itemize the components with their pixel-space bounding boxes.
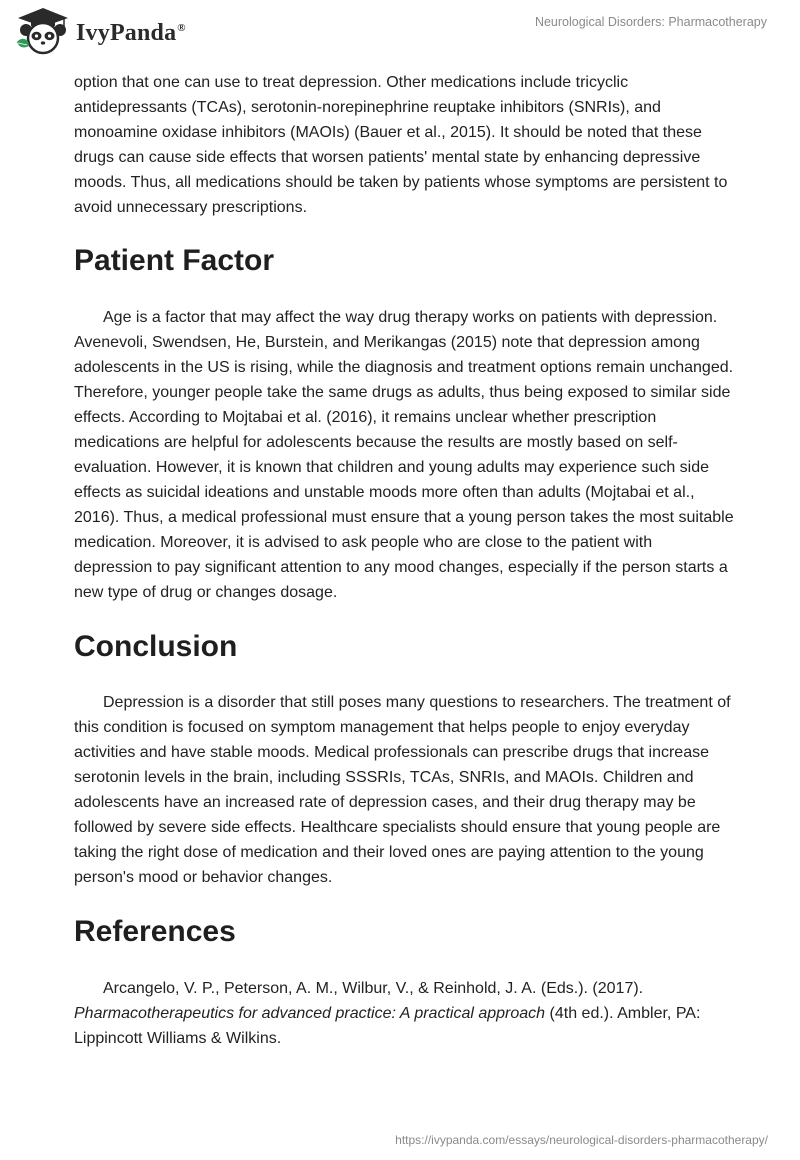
section-heading-conclusion: Conclusion: [74, 630, 238, 663]
footer-source-url: https://ivypanda.com/essays/neurological-disorders-pharmacotherapy/: [395, 1133, 768, 1147]
section-heading-references: References: [74, 915, 236, 948]
essay-content: [74, 70, 734, 1051]
page-header: [0, 0, 800, 70]
intro-paragraph: option that one can use to treat depression. Other medications include tricyclic antidepressants (TCAs), serotonin-norepinephrine reuptake inhibitors (SNRIs), and monoamine oxidase inhibitors (MAOIs) (Bauer et al., 2015). It should be noted that these drugs can cause side effects that worsen patients' mental state by enhancing depressive moods. Thus, all medications should be taken by patients whose symptoms are persistent to avoid unnecessary prescriptions.: [74, 74, 728, 216]
section-heading-patient-factor: Patient Factor: [74, 244, 275, 277]
reference-title: Pharmacotherapeutics for advanced practice: A practical approach: [74, 1005, 546, 1022]
running-title: Neurological Disorders: Pharmacotherapy: [534, 15, 767, 29]
conclusion-paragraph: Depression is a disorder that still poses many questions to researchers. The treatment of this condition is focused on symptom management that helps people to enjoy everyday activities and have stable moods. Medical professionals can prescribe drugs that increase serotonin levels in the brain, including SSSRIs, TCAs, SNRIs, and MAOIs. Children and adolescents have an increased rate of depression cases, and their drug therapy may be followed by severe side effects. Healthcare specialists should ensure that young people are taking the right dose of medication and their loved ones are paying attention to the young person's mood or behavior changes.: [74, 694, 731, 886]
patient-factor-paragraph: Age is a factor that may affect the way drug therapy works on patients with depression. Avenevoli, Swendsen, He, Burstein, and Merikangas (2015) note that depression among adolescents in the US is rising, while the diagnosis and treatment options remain unchanged. Therefore, younger people take the same drugs as adults, thus being exposed to similar side effects. According to Mojtabai et al. (2016), it remains unclear whether prescription medications are helpful for adolescents because the results are mostly based on self-evaluation. However, it is known that children and young adults may experience such side effects as suicidal ideations and unstable moods more often than adults (Mojtabai et al., 2016). Thus, a medical professional must ensure that a young person takes the most suitable medication. Moreover, it is advised to ask people who are close to the patient with depression to pay significant attention to any mood changes, especially if the person starts a new type of drug or changes dosage.: [74, 309, 734, 601]
reference-authors: Arcangelo, V. P., Peterson, A. M., Wilbur, V., & Reinhold, J. A. (Eds.). (2017).: [103, 980, 644, 997]
panda-graduate-logo-icon: [14, 6, 72, 56]
reference-entry: [74, 976, 734, 1051]
brand-name: [76, 20, 186, 47]
brand-registered-mark: ®: [177, 22, 186, 34]
brand-text: IvyPanda: [76, 20, 177, 46]
reference-publication: (4th ed.). Ambler, PA: Lippincott Williams & Wilkins.: [74, 1005, 701, 1047]
